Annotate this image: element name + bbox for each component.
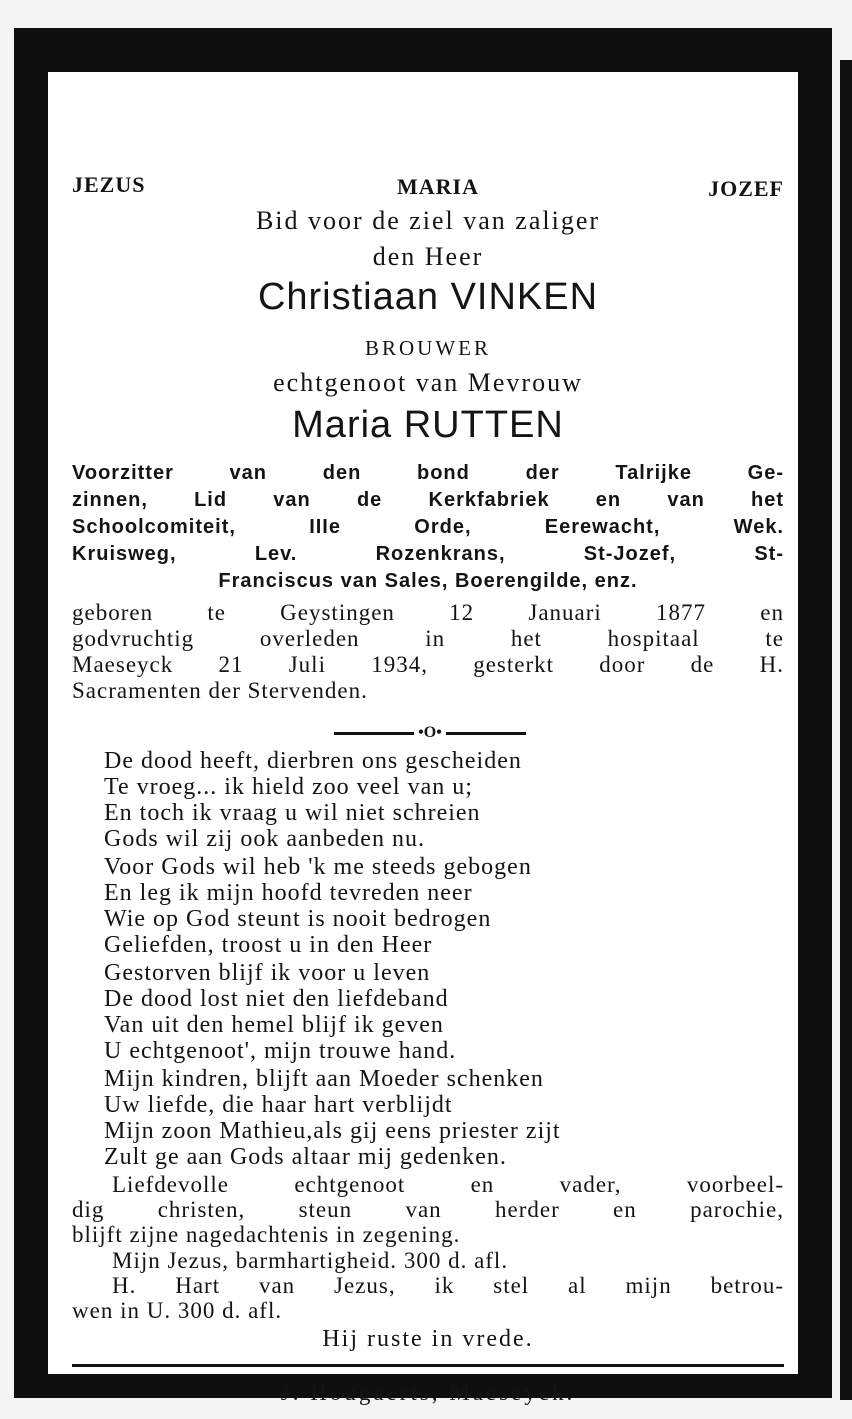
eulogy-line: Liefdevolle echtgenoot en vader, voorbeel- [112, 1172, 784, 1197]
prayer-text: Mijn Jezus, barmhartigheid. [112, 1248, 398, 1273]
printer-credit: J. Hougaerts, Maeseyck. [280, 1380, 576, 1405]
poem-line: De dood lost niet den liefdeband [104, 986, 449, 1012]
prayer-text: wen in U. [72, 1298, 172, 1323]
titles-line: zinnen, Lid van de Kerkfabriek en van het [72, 489, 784, 511]
eulogy-block [72, 1172, 784, 1247]
ornament-center: •O• [418, 724, 442, 741]
header-maria: MARIA [397, 174, 479, 199]
prayer-line [72, 1273, 784, 1298]
prayers-block [72, 1248, 784, 1323]
spouse-intro: echtgenoot van Mevrouw [273, 368, 583, 397]
titles-line: Franciscus van Sales, Boerengilde, enz. [218, 570, 638, 592]
poem-line: Gods wil zij ook aanbeden nu. [104, 826, 425, 852]
poem-line: Uw liefde, die haar hart verblijdt [104, 1092, 453, 1118]
divider-rule [72, 1364, 784, 1367]
titles-line: Voorzitter van den bond der Talrijke Ge- [72, 462, 784, 484]
poem-stanza [104, 960, 456, 1064]
poem-stanza [104, 748, 522, 852]
poem-line: Geliefden, troost u in den Heer [104, 932, 433, 958]
spouse-name: Maria RUTTEN [292, 404, 564, 446]
poem-line: Gestorven blijf ik voor u leven [104, 960, 431, 986]
poem-line: Te vroeg... ik hield zoo veel van u; [104, 774, 473, 800]
prayer-indulgence: 300 d. afl. [177, 1298, 283, 1323]
poem-line: Mijn zoon Mathieu,als gij eens priester zijt [104, 1118, 561, 1144]
prayer-text: H. Hart van Jezus, ik stel al mijn betrou- [112, 1273, 784, 1298]
birth-death-line: geboren te Geystingen 12 Januari 1877 en [72, 600, 784, 625]
deceased-name: Christiaan VINKEN [257, 276, 599, 318]
birth-death-line: Maeseyck 21 Juli 1934, gesterkt door de H. [72, 652, 784, 677]
scan-edge-shadow [840, 60, 852, 1400]
birth-death-line: godvruchtig overleden in het hospitaal te [72, 626, 784, 651]
prayer-indulgence: 300 d. afl. [403, 1248, 509, 1273]
birth-death-block [72, 600, 784, 704]
poem-stanza [104, 854, 532, 958]
intro-line-1: Bid voor de ziel van zaliger [255, 206, 601, 235]
poem-line: Zult ge aan Gods altaar mij gedenken. [104, 1144, 507, 1170]
poem-line: En leg ik mijn hoofd tevreden neer [104, 880, 473, 906]
prayer-line [72, 1248, 784, 1273]
titles-line: Schoolcomiteit, IIIe Orde, Eerewacht, Wek. [72, 516, 784, 538]
birth-death-line: Sacramenten der Stervenden. [72, 678, 368, 703]
poem-line: U echtgenoot', mijn trouwe hand. [104, 1038, 457, 1064]
ornament-bar [446, 732, 526, 735]
ornament-bar [334, 732, 414, 735]
poem-line: Mijn kindren, blijft aan Moeder schenken [104, 1066, 544, 1092]
poem-line: Van uit den hemel blijf ik geven [104, 1012, 444, 1038]
titles-line: Kruisweg, Lev. Rozenkrans, St-Jozef, St- [72, 543, 784, 565]
intro-line-2: den Heer [372, 242, 484, 271]
eulogy-line: dig christen, steun van herder en parochie, [72, 1197, 784, 1222]
header-jozef: JOZEF [708, 176, 784, 201]
ornament-divider [334, 722, 526, 744]
poem-line: De dood heeft, dierbren ons gescheiden [104, 748, 522, 774]
poem-stanza [104, 1066, 561, 1170]
poem-line: Voor Gods wil heb 'k me steeds gebogen [104, 854, 532, 880]
poem-line: En toch ik vraag u wil niet schreien [104, 800, 481, 826]
closing-line: Hij ruste in vrede. [322, 1326, 534, 1352]
poem-line: Wie op God steunt is nooit bedrogen [104, 906, 492, 932]
deceased-profession: BROUWER [365, 336, 491, 360]
header-jezus: JEZUS [72, 172, 146, 197]
memorial-card [14, 28, 832, 1405]
prayer-line [72, 1298, 784, 1323]
titles-block [72, 460, 784, 595]
eulogy-line: blijft zijne nagedachtenis in zegening. [72, 1222, 461, 1247]
